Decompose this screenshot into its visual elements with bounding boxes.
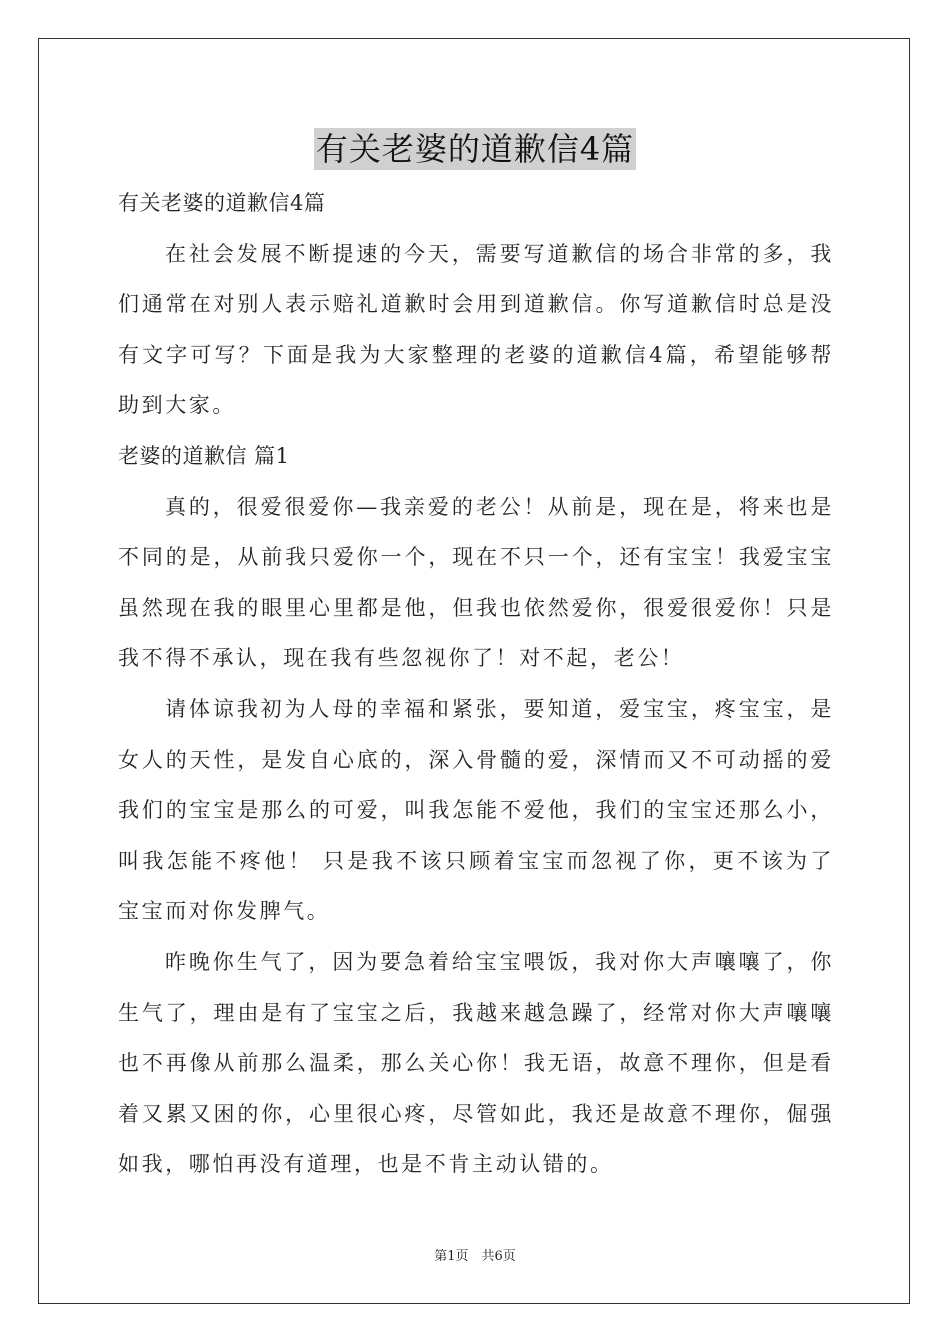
- section-heading: 老婆的道歉信 篇1: [118, 443, 290, 468]
- body-paragraph: 昨晚你生气了，因为要急着给宝宝喂饭，我对你大声嚷嚷了，你生气了，理由是有了宝宝之后，我越来越急躁了，经常对你大声嚷嚷也不再像从前那么温柔，那么关心你！我无语，故意不理你，但是看着又累又困的你，心里很心疼，尽管如此，我还是故意不理你，倔强如我，哪怕再没有道理，也是不肯主动认错的。: [118, 949, 834, 1177]
- document-subtitle: 有关老婆的道歉信4篇: [118, 191, 326, 215]
- body-paragraph: 请体谅我初为人母的幸福和紧张，要知道，爱宝宝，疼宝宝，是女人的天性，是发自心底的，深入骨髓的爱，深情而又不可动摇的爱我们的宝宝是那么的可爱，叫我怎能不爱他，我们的宝宝还那么小，叫我怎能不疼他！ 只是我不该只顾着宝宝而忽视了你，更不该为了宝宝而对你发脾气。: [118, 696, 834, 924]
- document-body: [118, 178, 834, 1190]
- document-title: 有关老婆的道歉信4篇: [315, 130, 635, 168]
- body-paragraph: 真的，很爱很爱你—我亲爱的老公！从前是，现在是，将来也是不同的是，从前我只爱你一个，现在不只一个，还有宝宝！我爱宝宝虽然现在我的眼里心里都是他，但我也依然爱你，很爱很爱你！只是我不得不承认，现在我有些忽视你了！对不起，老公！: [118, 494, 834, 671]
- intro-paragraph: 在社会发展不断提速的今天，需要写道歉信的场合非常的多，我们通常在对别人表示赔礼道歉时会用到道歉信。你写道歉信时总是没有文字可写？下面是我为大家整理的老婆的道歉信4篇，希望能够帮助到大家。: [118, 241, 834, 418]
- title-container: [0, 128, 950, 170]
- page-footer: 第1页 共6页: [434, 1249, 516, 1264]
